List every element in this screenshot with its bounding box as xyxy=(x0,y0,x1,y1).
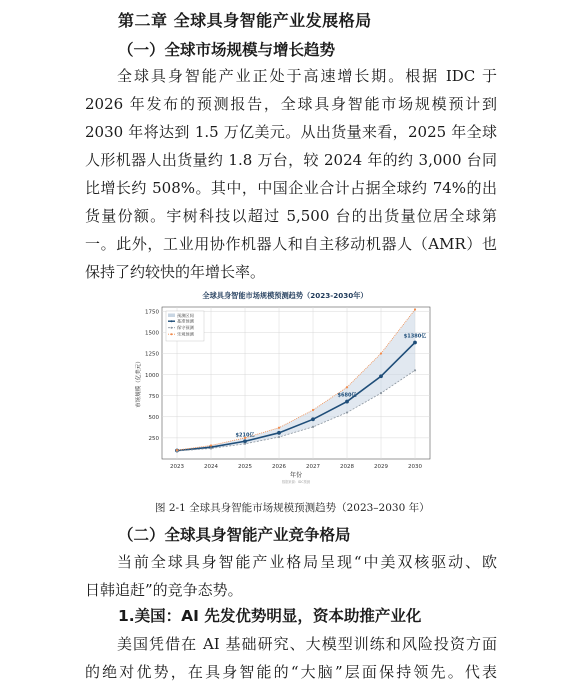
data-point xyxy=(312,426,314,428)
paragraph-line: 2026 年发布的预测报告，全球具身智能市场规模预计到 xyxy=(85,95,497,113)
legend-swatch-band xyxy=(168,314,175,318)
data-point xyxy=(311,417,315,421)
paragraph-competition xyxy=(85,548,497,604)
data-point xyxy=(346,386,348,388)
legend-marker xyxy=(171,327,173,329)
data-point xyxy=(278,427,280,429)
paragraph-market xyxy=(85,62,497,286)
x-tick-label: 2027 xyxy=(306,464,320,470)
legend-marker xyxy=(171,333,173,335)
data-point xyxy=(413,341,417,345)
y-tick-label: 1250 xyxy=(145,351,159,358)
section-title-competition: （二）全球具身智能产业竞争格局 xyxy=(118,526,351,544)
paragraph-line: 2030 年将达到 1.5 万亿美元。从出货量来看，2025 年全球 xyxy=(85,123,497,141)
x-tick-label: 2028 xyxy=(340,464,354,470)
data-point xyxy=(176,449,178,451)
paragraph-usa xyxy=(85,630,497,686)
paragraph-line: 一。此外，工业用协作机器人和自主移动机器人（AMR）也 xyxy=(85,235,497,253)
y-tick-label: 1500 xyxy=(145,330,159,337)
paragraph-line: 人形机器人出货量约 1.8 万台，较 2024 年的约 3,000 台同 xyxy=(85,151,497,169)
data-point xyxy=(380,392,382,394)
y-tick-label: 250 xyxy=(148,436,159,443)
x-axis-label: 年份 xyxy=(289,472,303,479)
data-point xyxy=(210,444,212,446)
data-point xyxy=(346,411,348,413)
chapter-title: 第二章 全球具身智能产业发展格局 xyxy=(118,11,372,30)
paragraph-line: 日韩追赶”的竞争态势。 xyxy=(85,581,243,599)
chart-title: 全球具身智能市场规模预测趋势（2023-2030年） xyxy=(202,291,368,300)
data-point xyxy=(312,409,314,411)
chart-svg xyxy=(130,287,440,494)
y-tick-label: 1000 xyxy=(145,372,159,379)
source-note: 数据来源：IDC预测 xyxy=(282,480,310,484)
y-tick-label: 500 xyxy=(148,414,159,421)
legend-label: 保守预测 xyxy=(177,325,194,330)
data-point xyxy=(414,369,416,371)
x-tick-label: 2025 xyxy=(238,464,252,470)
data-point xyxy=(243,439,247,443)
data-point xyxy=(277,431,281,435)
subsection-title-usa: 1.美国：AI 先发优势明显，资本助推产业化 xyxy=(118,607,422,625)
legend-label: 预测区间 xyxy=(177,312,194,318)
section-title-market: （一）全球市场规模与增长趋势 xyxy=(118,41,336,59)
paragraph-line: 全球具身智能产业正处于高速增长期。根据 IDC 于 xyxy=(117,67,497,85)
paragraph-line: 货量份额。宇树科技以超过 5,500 台的出货量位居全球第 xyxy=(85,207,497,225)
data-label: $680亿 xyxy=(337,392,357,399)
data-point xyxy=(414,308,416,310)
data-label: $210亿 xyxy=(235,432,255,439)
y-axis-label: 市场规模（亿美元） xyxy=(136,358,142,408)
legend-marker xyxy=(171,320,173,322)
legend-label: 基准预测 xyxy=(177,318,194,324)
market-forecast-chart xyxy=(130,287,440,494)
data-point xyxy=(379,374,383,378)
x-tick-label: 2030 xyxy=(408,464,422,470)
x-tick-label: 2026 xyxy=(272,464,286,470)
paragraph-line: 美国凭借在 AI 基础研究、大模型训练和风险投资方面 xyxy=(117,635,497,653)
y-tick-label: 750 xyxy=(148,393,159,400)
x-tick-label: 2024 xyxy=(204,464,218,470)
paragraph-line: 比增长约 508%。其中，中国企业合计占据全球约 74%的出 xyxy=(85,179,497,197)
paragraph-line: 的绝对优势，在具身智能的“大脑”层面保持领先。代表 xyxy=(85,663,497,681)
x-tick-label: 2029 xyxy=(374,464,388,470)
paragraph-line: 保持了约较快的年增长率。 xyxy=(85,263,266,281)
legend-label: 乐观预测 xyxy=(177,331,194,337)
data-point xyxy=(244,443,246,445)
figure-caption: 图 2-1 全球具身智能市场规模预测趋势（2023–2030 年） xyxy=(155,502,430,514)
data-point xyxy=(345,400,349,404)
paragraph-line: 当前全球具身智能产业格局呈现“中美双核驱动、欧 xyxy=(117,553,497,571)
y-tick-label: 1750 xyxy=(145,309,159,316)
data-point xyxy=(210,447,212,449)
data-point xyxy=(380,352,382,354)
data-point xyxy=(278,436,280,438)
x-tick-label: 2023 xyxy=(170,464,184,470)
data-label: $1380亿 xyxy=(403,333,427,340)
